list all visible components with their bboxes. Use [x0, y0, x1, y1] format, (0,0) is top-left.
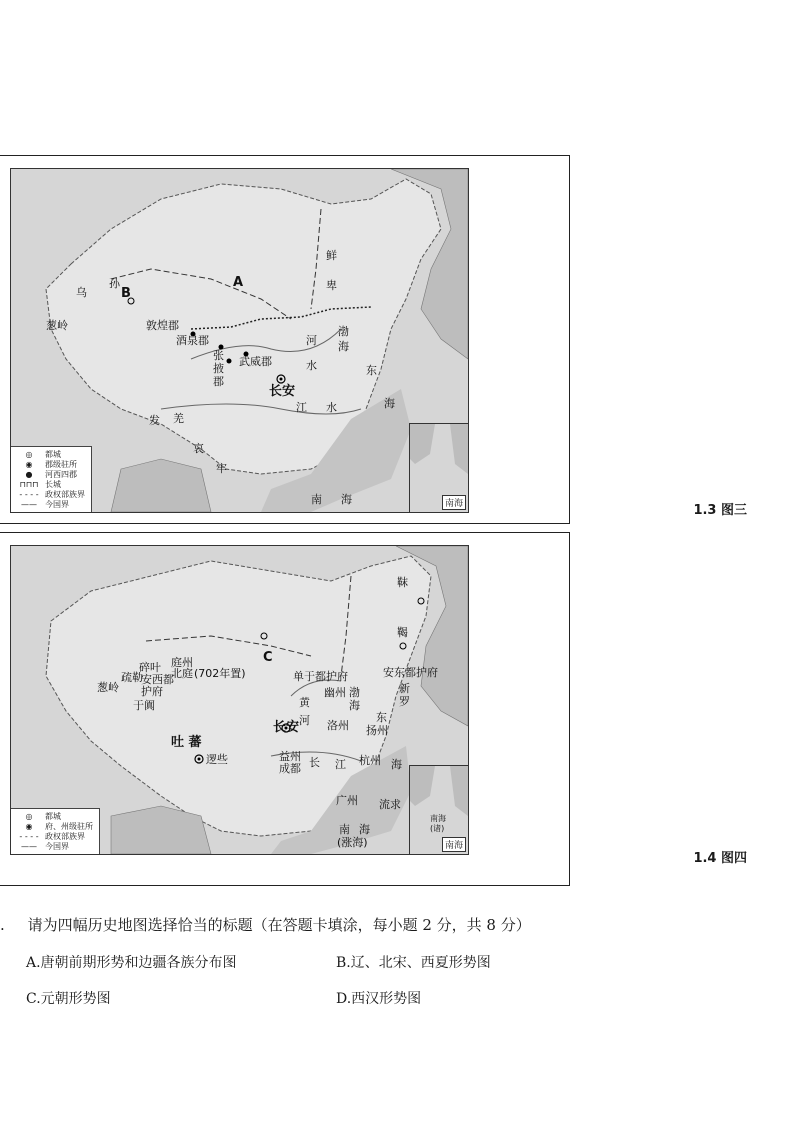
label-qiang: 羌 [173, 412, 184, 425]
label-guangzhou: 广州 [336, 794, 358, 807]
label-luoyang: 洛州 [327, 719, 349, 732]
label-congling: 葱岭 [46, 319, 68, 332]
inset-island: 南海 [430, 814, 446, 823]
label-mo: 靺 [397, 576, 408, 589]
map2-inset [409, 765, 468, 854]
label-jiang-shui: 水 [326, 401, 337, 414]
legend-row [17, 832, 93, 842]
map2-legend [11, 808, 100, 854]
label-year: (702年置) [194, 667, 246, 680]
label-dong: 东 [376, 711, 387, 724]
legend-row [17, 842, 93, 852]
label-zhangye-3: 郡 [213, 375, 224, 388]
legend-text: 今国界 [45, 842, 69, 851]
label-huanghe: 河 [299, 714, 310, 727]
label-he: 鞨 [397, 626, 408, 639]
label-ling: 岭 [108, 681, 119, 694]
label-shule: 疏勒 [121, 671, 143, 684]
map-tang [10, 545, 469, 855]
legend-text: 河西四郡 [45, 470, 77, 479]
label-jiuquan: 酒泉郡 [176, 334, 209, 347]
label-zhangye-2: 掖 [213, 362, 224, 375]
legend-row [17, 822, 93, 832]
legend-row [17, 490, 85, 500]
label-bei: 卑 [326, 279, 337, 292]
label-bo: 渤 [338, 325, 349, 338]
legend-row [17, 812, 93, 822]
label-luoxie: 逻些 [206, 753, 228, 766]
great-wall-icon: ⊓⊓⊓ [19, 480, 39, 489]
inset-label: 南海 [442, 837, 466, 852]
label-jiang: 江 [335, 758, 346, 771]
label-nanhai-hai: 海 [341, 493, 352, 506]
legend-text: 长城 [45, 480, 61, 489]
label-jiang: 江 [296, 401, 307, 414]
label-changan: 长安 [273, 720, 300, 735]
label-nan: 南 [339, 823, 350, 836]
label-tingzhou: 庭州 [171, 656, 193, 669]
label-congling: 葱 [97, 681, 108, 694]
inset-label: 南海 [442, 495, 466, 510]
label-wuwei: 武威郡 [239, 355, 272, 368]
label-hangzhou: 杭州 [359, 754, 381, 767]
label-c: C [263, 650, 273, 665]
option-d: D.西汉形势图 [336, 991, 422, 1007]
label-donghai-hai: 海 [391, 758, 402, 771]
national-border-icon: —— [21, 842, 37, 851]
legend-row [17, 470, 85, 480]
label-andong: 安东都护府 [383, 666, 438, 679]
label-lao: 牢 [216, 462, 227, 475]
label-ai: 哀 [193, 442, 204, 455]
legend-text: 都城 [45, 450, 61, 459]
map-western-han [10, 168, 469, 513]
label-shui: 水 [306, 359, 317, 372]
label-tufan: 吐 蕃 [171, 735, 202, 750]
label-nanhai-hai: 海 [359, 823, 370, 836]
label-anxi: 安西都 [141, 673, 174, 686]
label-chang: 长 [309, 756, 320, 769]
label-youzhou: 幽州 [324, 686, 346, 699]
inset-island-2: (诸) [430, 824, 445, 833]
label-donghai-hai: 海 [384, 397, 395, 410]
label-changan: 长安 [269, 384, 296, 399]
label-bohai-hai: 海 [349, 699, 360, 712]
label-yizhou: 益州 [279, 750, 301, 763]
legend-text: 都城 [45, 812, 61, 821]
question-number: . [0, 916, 5, 934]
legend-text: 今国界 [45, 500, 69, 509]
prefecture-icon: ◉ [25, 460, 33, 469]
label-liuqiu: 流求 [379, 798, 401, 811]
label-xin: 新 [399, 682, 410, 695]
legend-row [17, 480, 85, 490]
label-dunhuang: 敦煌郡 [146, 319, 179, 332]
option-a: A.唐朝前期形势和边疆各族分布图 [26, 955, 237, 971]
label-huang: 黄 [299, 696, 310, 709]
label-bohai-hai: 海 [338, 340, 349, 353]
label-chengdu: 成都 [279, 762, 301, 775]
boundary-line-icon: - - - - [19, 490, 39, 499]
label-zhangye: 张 [213, 349, 224, 362]
label-fa: 发 [149, 414, 160, 427]
caption-figure-4: 1.4 图四 [693, 851, 747, 866]
caption-figure-3: 1.3 图三 [693, 503, 747, 518]
option-b: B.辽、北宋、西夏形势图 [336, 955, 491, 971]
label-beiting: 北庭 [171, 667, 193, 680]
option-c: C.元朝形势图 [26, 991, 111, 1007]
legend-row [17, 500, 85, 510]
map1-inset [409, 423, 468, 512]
legend-text: 郡级驻所 [45, 460, 77, 469]
label-hufu: 护府 [141, 685, 163, 698]
label-he: 河 [306, 334, 317, 347]
national-border-icon: —— [21, 500, 37, 509]
label-zhanghai: (涨海) [337, 836, 368, 849]
map-frame-2 [0, 532, 570, 886]
label-yangzhou: 扬州 [366, 724, 388, 737]
legend-row [17, 450, 85, 460]
label-nan: 南 [311, 493, 322, 506]
boundary-line-icon: - - - - [19, 832, 39, 841]
label-xian: 鲜 [326, 249, 337, 262]
legend-text: 政权部族界 [45, 832, 85, 841]
capital-icon: ◎ [25, 812, 33, 821]
map1-legend [11, 446, 92, 512]
label-sun: 孙 [109, 277, 120, 290]
commandery-icon: ● [25, 470, 33, 479]
question-body: 请为四幅历史地图选择恰当的标题（在答题卡填涂，每小题 2 分，共 8 分） [27, 916, 531, 934]
label-yutian: 于阗 [133, 699, 155, 712]
label-suiye: 碎叶 [139, 661, 161, 674]
legend-text: 政权部族界 [45, 490, 85, 499]
legend-row [17, 460, 85, 470]
label-luo: 罗 [399, 695, 410, 708]
capital-icon: ◎ [25, 450, 33, 459]
prefecture-icon: ◉ [25, 822, 33, 831]
map-frame-1 [0, 155, 570, 524]
label-bohai: 渤 [349, 686, 360, 699]
label-a: A [233, 275, 244, 290]
label-b: B [121, 286, 131, 301]
legend-text: 府、州级驻所 [45, 822, 93, 831]
label-dong: 东 [366, 364, 377, 377]
label-danyu: 单于都护府 [293, 670, 348, 683]
question-text [0, 914, 531, 935]
label-wu: 乌 [76, 286, 87, 299]
